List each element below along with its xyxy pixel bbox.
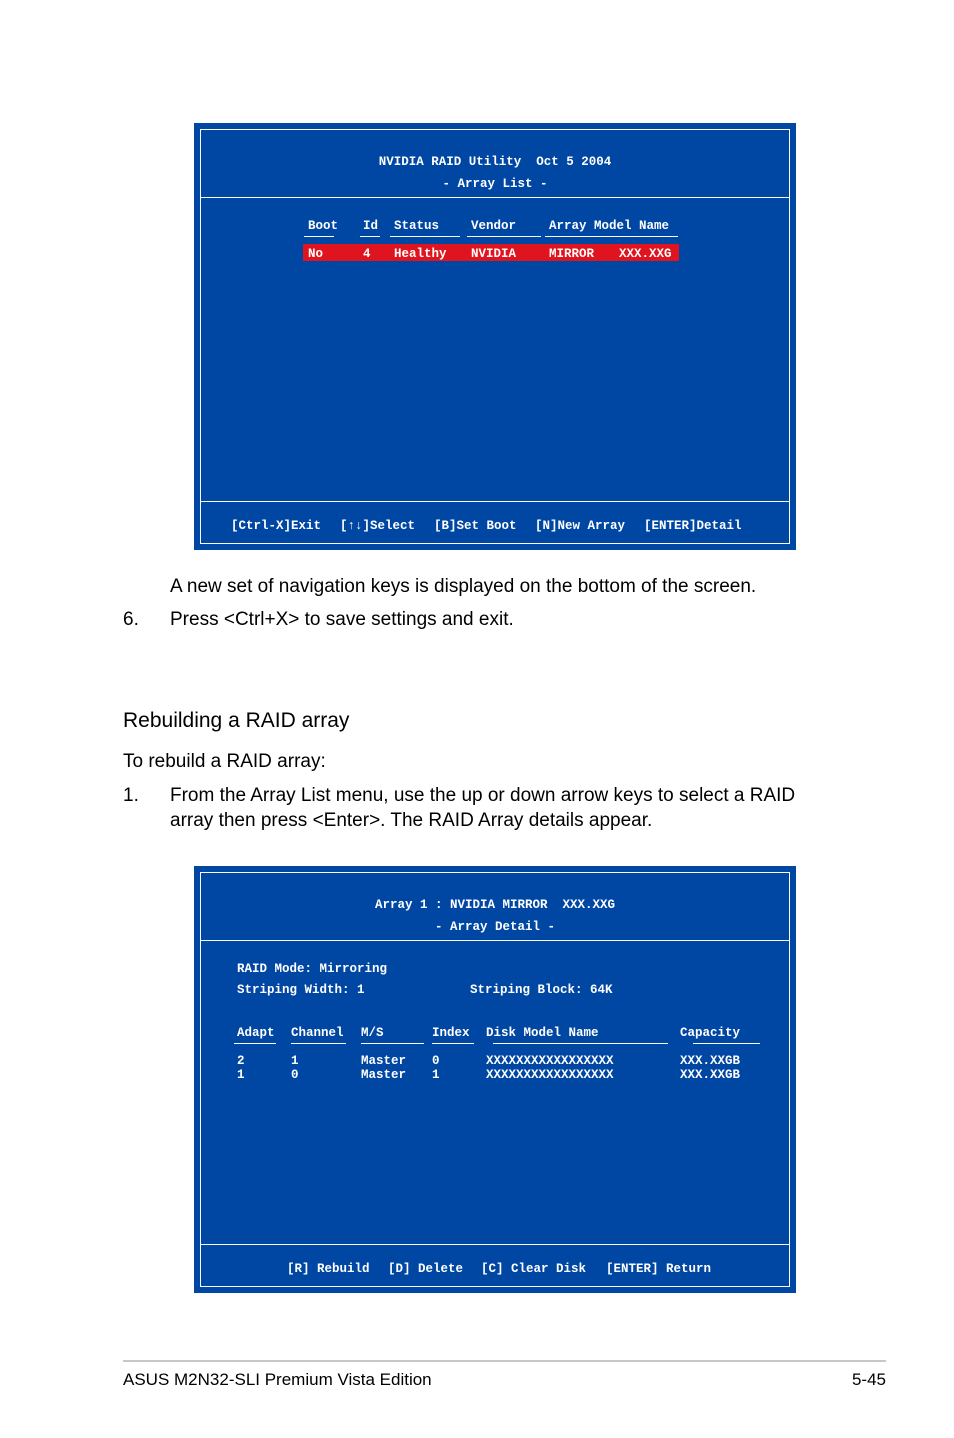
column-underline <box>291 1043 346 1044</box>
column-array-model-name: Array Model Name <box>549 219 670 233</box>
column-disk-model-name: Disk Model Name <box>486 1026 599 1040</box>
column-ms: M/S <box>361 1026 384 1040</box>
step-1-number: 1. <box>123 785 139 806</box>
column-underline <box>432 1043 474 1044</box>
column-id: Id <box>363 219 379 233</box>
column-underline <box>360 236 380 237</box>
navigation-note: A new set of navigation keys is displayed on the bottom of the screen. <box>170 576 757 597</box>
manual-title: ASUS M2N32-SLI Premium Vista Edition <box>123 1370 432 1389</box>
column-status: Status <box>394 219 440 233</box>
disk-row-2-index: 1 <box>432 1068 440 1082</box>
column-underline <box>234 1043 276 1044</box>
screen-subtitle: - Array Detail - <box>434 920 556 934</box>
footer-divider <box>200 501 790 502</box>
row-status: Healthy <box>394 247 447 261</box>
key-exit: [Ctrl-X]Exit <box>231 519 322 533</box>
footer-divider <box>200 1244 790 1245</box>
key-detail: [ENTER]Detail <box>644 519 742 533</box>
column-underline <box>545 236 678 237</box>
header-divider <box>200 197 790 198</box>
key-return: [ENTER] Return <box>606 1262 712 1276</box>
step-1-line-1: From the Array List menu, use the up or down arrow keys to select a RAID <box>170 785 796 806</box>
column-adapt: Adapt <box>237 1026 275 1040</box>
row-boot: No <box>308 247 324 261</box>
array-detail-screen <box>194 866 796 1293</box>
disk-row-2-adapt: 1 <box>237 1068 245 1082</box>
column-underline <box>693 1043 760 1044</box>
disk-row-2-capacity: XXX.XXGB <box>680 1068 741 1082</box>
array-list-screen <box>194 123 796 550</box>
column-boot: Boot <box>308 219 339 233</box>
section-heading: Rebuilding a RAID array <box>123 709 350 732</box>
screen-subtitle: - Array List - <box>442 177 548 191</box>
disk-row-2-ms: Master <box>361 1068 407 1082</box>
disk-row-1-index: 0 <box>432 1054 440 1068</box>
intro-text: To rebuild a RAID array: <box>123 751 326 772</box>
row-vendor: NVIDIA <box>471 247 517 261</box>
disk-row-2-channel: 0 <box>291 1068 299 1082</box>
key-rebuild: [R] Rebuild <box>287 1262 370 1276</box>
key-delete: [D] Delete <box>388 1262 464 1276</box>
column-underline <box>304 236 334 237</box>
key-set-boot: [B]Set Boot <box>434 519 517 533</box>
row-array-size: XXX.XXG <box>619 247 672 261</box>
row-array-type: MIRROR <box>549 247 595 261</box>
column-channel: Channel <box>291 1026 344 1040</box>
disk-row-2-model: XXXXXXXXXXXXXXXXX <box>486 1068 614 1082</box>
column-underline <box>390 236 460 237</box>
disk-row-1-channel: 1 <box>291 1054 299 1068</box>
array-title: Array 1 : NVIDIA MIRROR XXX.XXG <box>374 898 616 912</box>
disk-row-1-ms: Master <box>361 1054 407 1068</box>
striping-block: Striping Block: 64K <box>470 983 613 997</box>
screen-frame <box>200 129 790 544</box>
header-divider <box>200 940 790 941</box>
row-id: 4 <box>363 247 371 261</box>
key-clear-disk: [C] Clear Disk <box>481 1262 587 1276</box>
key-select: [↑↓]Select <box>340 519 416 533</box>
disk-row-1-model: XXXXXXXXXXXXXXXXX <box>486 1054 614 1068</box>
step-1-line-2: array then press <Enter>. The RAID Array details appear. <box>170 810 653 831</box>
footer-rule <box>123 1360 886 1362</box>
page-number: 5-45 <box>851 1370 886 1389</box>
column-capacity: Capacity <box>680 1026 741 1040</box>
column-underline <box>361 1043 424 1044</box>
striping-width: Striping Width: 1 <box>237 983 365 997</box>
disk-row-1-adapt: 2 <box>237 1054 245 1068</box>
utility-title: NVIDIA RAID Utility Oct 5 2004 <box>378 155 612 169</box>
disk-row-1-capacity: XXX.XXGB <box>680 1054 741 1068</box>
column-underline <box>493 1043 668 1044</box>
step-6-text: Press <Ctrl+X> to save settings and exit. <box>170 609 514 630</box>
key-new-array: [N]New Array <box>535 519 626 533</box>
column-underline <box>467 236 541 237</box>
column-index: Index <box>432 1026 470 1040</box>
step-6-number: 6. <box>123 609 139 630</box>
raid-mode: RAID Mode: Mirroring <box>237 962 388 976</box>
column-vendor: Vendor <box>471 219 517 233</box>
